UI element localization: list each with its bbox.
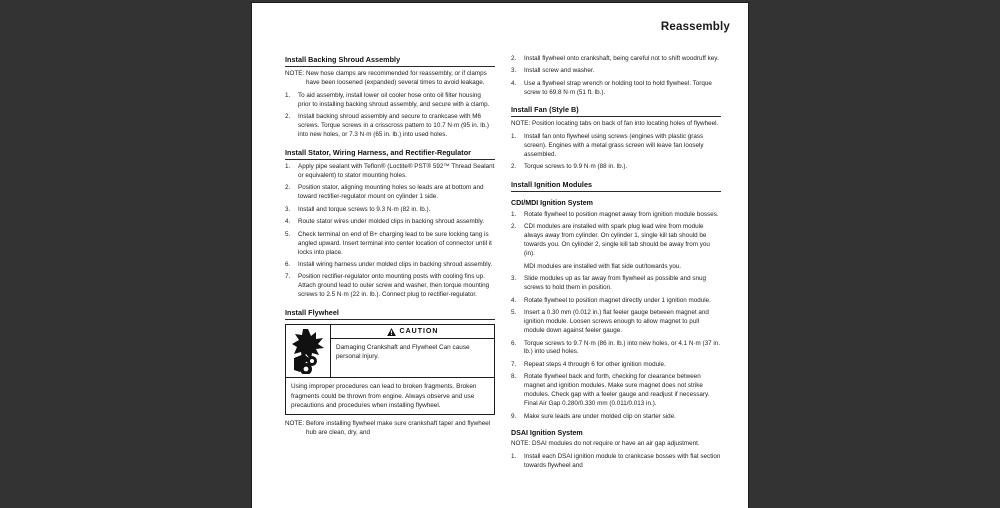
section-rule	[511, 191, 721, 192]
step-number: 1.	[285, 91, 291, 99]
caution-body-text: Using improper procedures can lead to broken fragments. Broken fragments could be thrown from engine. Always observe and use precautions and procedures when installing flywheel.	[291, 383, 477, 409]
steps-install-fan	[511, 133, 721, 172]
subsection-heading-dsai: DSAI Ignition System	[511, 428, 583, 437]
step-text: Torque screws to 9.7 N·m (86 in. lb.) into new holes, or 4.1 N·m (37 in. lb.) into used holes.	[524, 339, 720, 356]
step-number: 4.	[511, 296, 517, 304]
step-number: 6.	[511, 339, 517, 347]
step-number: 1.	[511, 210, 517, 218]
step-text: Slide modules up as far away from flywheel as possible and snug screws to hold them in position.	[524, 275, 707, 292]
note-text: New hose clamps are recommended for reassembly, or if clamps have been loosened (expanded) several times to avoid leakage.	[306, 70, 487, 86]
step-text-group	[524, 223, 721, 272]
note-dsai	[511, 440, 721, 449]
step-item	[511, 55, 721, 64]
section-rule	[285, 159, 495, 160]
warning-triangle-icon	[387, 328, 396, 336]
step-item	[511, 133, 721, 160]
step-number: 2.	[511, 163, 517, 170]
note-label: NOTE:	[511, 119, 531, 127]
step-text: Route stator wires under molded clips in backing shroud assembly.	[298, 218, 485, 226]
caution-right-cell	[331, 325, 494, 377]
steps-stator	[285, 163, 495, 300]
step-item	[511, 340, 721, 358]
step-item	[285, 231, 495, 258]
step-item	[511, 211, 721, 220]
step-text: Check terminal on end of B+ charging lead to be sure locking tang is angled upward. Insert terminal into center location of connector until it locks into place.	[298, 230, 492, 256]
step-text: Repeat steps 4 through 6 for other ignition module.	[524, 360, 666, 368]
step-number: 4.	[285, 218, 291, 226]
section-heading-ignition-modules: Install Ignition Modules	[511, 179, 593, 189]
step-number: 2.	[511, 55, 517, 62]
step-number: 8.	[511, 373, 517, 381]
note-label: NOTE:	[285, 70, 305, 77]
steps-dsai	[511, 453, 721, 471]
step-item	[285, 206, 495, 215]
step-text: Rotate flywheel back and forth, checking for clearance between magnet and ignition modules. Make sure magnet does not strike modules. Check gap with a feeler gauge and readjust if necessary. Final Air Gap 0.280/0.330 mm (0.011/0.013 in.).	[524, 373, 710, 408]
step-number: 5.	[511, 309, 517, 317]
note-backing-shroud	[285, 70, 495, 88]
step-text: Apply pipe sealant with Teflon® (Loctite® PST® 592™ Thread Sealant or equivalent) to stator mounting holes.	[298, 163, 495, 179]
step-item	[285, 92, 495, 110]
step-item	[511, 223, 721, 272]
step-item	[511, 453, 721, 471]
step-item	[511, 413, 721, 422]
note-label: NOTE:	[511, 440, 531, 448]
step-text: Install and torque screws to 9.3 N·m (82 in. lb.).	[298, 205, 431, 213]
caution-banner-label: CAUTION	[399, 328, 439, 336]
step-number: 3.	[285, 205, 291, 213]
section-heading-flywheel: Install Flywheel	[285, 308, 339, 318]
step-extra-paragraph: MDI modules are installed with flat side out/towards you.	[524, 262, 682, 270]
step-text: Install flywheel onto crankshaft, being careful not to shift woodruff key.	[524, 55, 719, 62]
step-number: 1.	[285, 163, 291, 171]
step-number: 9.	[511, 412, 517, 420]
right-column	[511, 55, 721, 475]
step-number: 1.	[511, 453, 517, 461]
steps-flywheel-continued	[511, 55, 721, 98]
section-rule	[511, 116, 721, 117]
step-item	[285, 113, 495, 140]
step-text: Install screw and washer.	[524, 67, 595, 75]
step-text: Make sure leads are under molded clip on starter side.	[524, 412, 676, 420]
step-text: Rotate flywheel to position magnet directly under 1 ignition module.	[524, 296, 711, 304]
section-heading-stator: Install Stator, Wiring Harness, and Rectifier-Regulator	[285, 148, 472, 158]
caution-banner	[331, 325, 494, 339]
step-number: 3.	[511, 275, 517, 283]
step-text: Position rectifier-regulator onto mounting posts with cooling fins up. Attach ground lead to outer screw and washer, then torque mounting screws to 2.5 N·m (22 in. lb.). Connect plug to rectifier-regulator.	[298, 273, 490, 299]
step-item	[285, 273, 495, 300]
section-rule	[285, 319, 495, 320]
caution-top-row	[286, 325, 494, 378]
caution-box	[285, 324, 495, 415]
step-text: Insert a 0.30 mm (0.012 in.) flat feeler gauge between magnet and ignition module. Loosen screws enough to allow magnet to pull module down against feeler gauge.	[524, 309, 709, 335]
step-item	[285, 184, 495, 202]
step-text: Install backing shroud assembly and secure to crankcase with M6 screws. Torque screws in a crisscross pattern to 10.7 N·m (95 in. lb.) into new holes, or 7.3 N·m (65 in. lb.) into used holes.	[298, 113, 489, 139]
step-number: 3.	[511, 67, 517, 75]
step-item	[511, 373, 721, 409]
step-number: 2.	[285, 113, 291, 121]
section-heading-install-fan: Install Fan (Style B)	[511, 104, 579, 114]
step-item	[511, 67, 721, 76]
step-item	[511, 275, 721, 293]
note-flywheel	[285, 420, 495, 438]
step-number: 4.	[511, 79, 517, 87]
step-text: Position stator, aligning mounting holes so leads are at bottom and toward rectifier-regulator mount on cylinder 1 side.	[298, 184, 484, 201]
page-columns	[285, 55, 721, 475]
step-number: 7.	[511, 360, 517, 368]
step-item	[511, 361, 721, 370]
note-label: NOTE:	[285, 420, 305, 428]
explosion-flywheel-hazard-icon	[286, 325, 331, 377]
step-text: CDI modules are installed with spark plug lead wire from module always away from cylinder. On cylinder 1, single kill tab should be towards you. On cylinder 2, single kill tab should be away from you (in).	[524, 223, 710, 258]
steps-cdi-mdi	[511, 211, 721, 422]
step-number: 1.	[511, 132, 517, 140]
section-heading-backing-shroud: Install Backing Shroud Assembly	[285, 55, 401, 64]
step-number: 6.	[285, 261, 291, 268]
step-item	[511, 309, 721, 336]
step-item	[285, 261, 495, 270]
caution-message: Damaging Crankshaft and Flywheel Can cause personal injury.	[336, 343, 470, 361]
step-item	[285, 218, 495, 227]
section-rule	[285, 66, 495, 67]
note-text: Before installing flywheel make sure crankshaft taper and flywheel hub are clean, dry, and	[306, 420, 491, 437]
step-item	[511, 80, 721, 98]
subsection-heading-cdi-mdi: CDI/MDI Ignition System	[511, 198, 593, 207]
document-page	[252, 3, 748, 508]
note-text: DSAI modules do not require or have an air gap adjustment.	[532, 440, 700, 448]
step-item	[511, 163, 721, 172]
note-text: Position locating tabs on back of fan into locating holes of flywheel.	[532, 119, 719, 127]
step-number: 2.	[511, 223, 517, 231]
step-number: 2.	[285, 184, 291, 192]
step-text: Install wiring harness under molded clips in backing shroud assembly.	[298, 261, 493, 268]
page-header-title: Reassembly	[660, 21, 730, 33]
step-text: Rotate flywheel to position magnet away from ignition module bosses.	[524, 210, 719, 218]
step-text: To aid assembly, install lower oil cooler hose onto oil filter housing prior to installing backing shroud assembly, and secure with a clamp.	[298, 91, 490, 108]
step-text: Install each DSAI ignition module to crankcase bosses with flat section towards flywheel and	[524, 453, 721, 470]
steps-backing-shroud	[285, 92, 495, 140]
step-item	[511, 297, 721, 306]
step-item	[285, 163, 495, 181]
step-text: Torque screws to 9.9 N·m (88 in. lb.).	[524, 163, 628, 170]
step-number: 7.	[285, 273, 291, 281]
step-text: Install fan onto flywheel using screws (engines with plastic grass screen). Engines with a metal grass screen will leave fan loosely assembled.	[524, 132, 704, 158]
step-number: 5.	[285, 230, 291, 238]
step-text: Use a flywheel strap wrench or holding tool to hold flywheel. Torque screw to 69.8 N·m (51 ft. lb.).	[524, 79, 712, 96]
left-column	[285, 55, 495, 475]
note-install-fan	[511, 120, 721, 129]
